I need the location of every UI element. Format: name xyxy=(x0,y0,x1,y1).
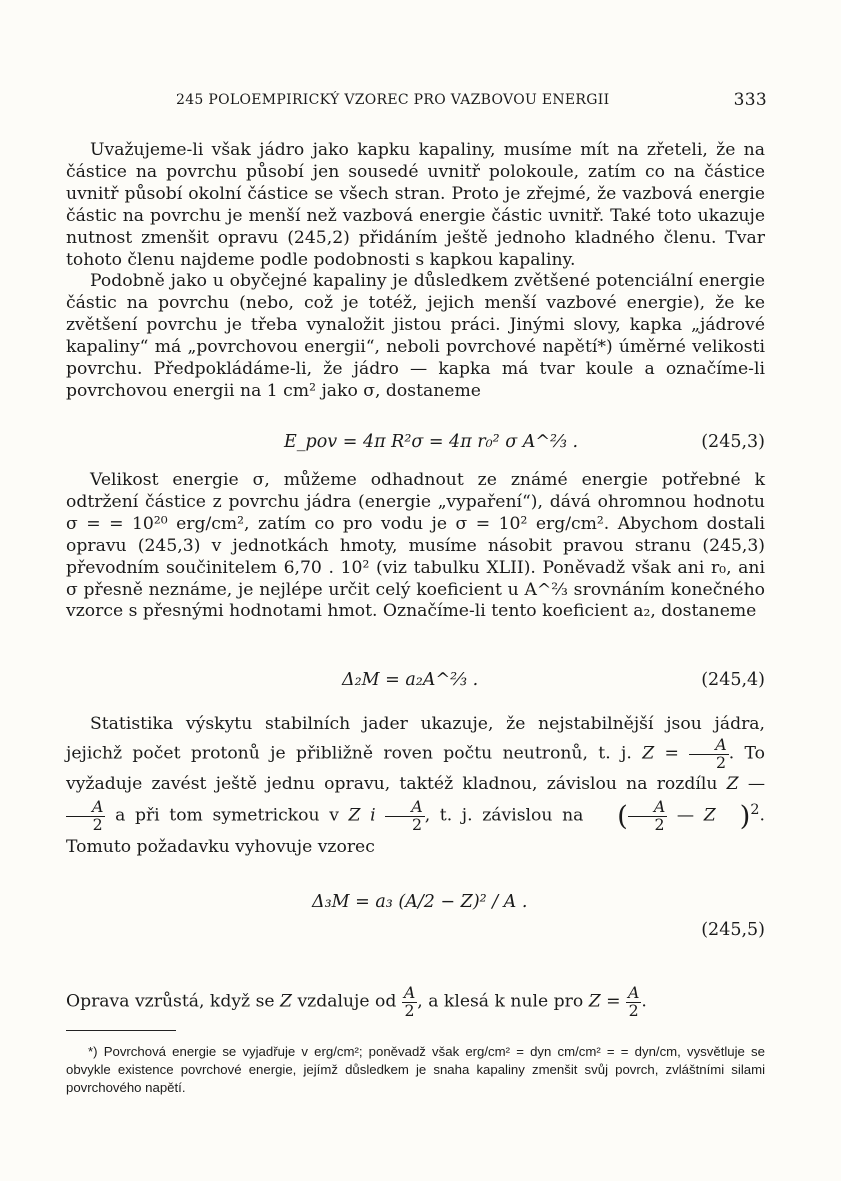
equation-body: Δ₃M = a₃ (A/2 − Z)² / A . xyxy=(312,892,528,912)
footnote-rule xyxy=(66,1030,176,1031)
paragraph-block-4 xyxy=(66,711,765,860)
paragraph-2: Podobně jako u obyčejné kapaliny je důsledkem zvětšené potenciální energie částic na povrchu (nebo, což je totéž, jejich menší vazbové energie), že ke zvětšení povrchu je třeba vynaložit jistou práci. Jinými slovy, kapka „jádrové kapaliny“ má „povrchovou energii“, neboli povrchové napětí*) úměrné velikosti povrchu. Předpokládáme-li, že jádro — kapka má tvar koule a označíme-li povrchovou energii na 1 cm² jako σ, dostaneme xyxy=(66,271,765,401)
footnote-text: *) Povrchová energie se vyjadřuje v erg/cm²; poněvadž však erg/cm² = dyn cm/cm² = = dyn/cm, vysvětluje se obvykle existence povrchové energie, jejímž důsledkem je snaha kapaliny zmenšit svůj povrch, zvláštními silami povrchového napětí. xyxy=(66,1044,765,1095)
equation-body: Δ₂M = a₂A^⅔ . xyxy=(342,670,479,690)
fraction-A-over-2: $\frac{A}{2}$ xyxy=(689,737,728,771)
equation-body: E_pov = 4π R²σ = 4π r₀² σ A^⅔ . xyxy=(284,432,579,452)
paragraph-4: Statistika výskytu stabilních jader ukazuje, že nejstabilnější jsou jádra, jejichž počet protonů je přibližně roven počtu neutronů, t. j. Z = $\frac{A}{2}$ . To vyžaduje zavést ještě jednu opravu, taktéž kladnou, závislou na rozdílu Z — $\frac{A}{2}$ a při tom symetrickou v Z i $\frac{A}{2}$ , t. j. závislou na ( $\frac{A}{2}$ — Z )$^2$. Tomuto požadavku vyhovuje vzorec xyxy=(66,714,765,857)
footnote xyxy=(66,1043,765,1096)
paragraph-3: Velikost energie σ, můžeme odhadnout ze známé energie potřebné k odtržení částice z povrchu jádra (energie „vypaření“), dává ohromnou hodnotu σ = = 10²⁰ erg/cm², zatím co pro vodu je σ = 10² erg/cm². Abychom dostali opravu (245,3) v jednotkách hmoty, musíme násobit pravou stranu (245,3) převodním součinitelem 6,70 . 10² (viz tabulku XLII). Poněvadž však ani r₀, ani σ přesně neznáme, je nejlépe určit celý koeficient u A^⅔ srovnáním konečného vzorce s přesnými hodnotami hmot. Označíme-li tento koeficient a₂, dostaneme xyxy=(66,470,765,622)
equation-245-4 xyxy=(66,666,765,698)
equation-number: (245,5) xyxy=(701,920,765,940)
equation-245-3 xyxy=(66,428,765,460)
paragraph-block-1 xyxy=(66,140,765,403)
equation-245-5 xyxy=(66,880,765,940)
equation-number: (245,4) xyxy=(701,670,765,690)
paragraph-block-3 xyxy=(66,470,765,623)
paragraph-1: Uvažujeme-li však jádro jako kapku kapaliny, musíme mít na zřeteli, že na částice na povrchu působí jen sousedé uvnitř polokoule, zatím co na částice uvnitř působí okolní částice se všech stran. Proto je zřejmé, že vazbová energie částic na povrchu je menší než vazbová energie částic uvnitř. Také toto ukazuje nutnost zmenšit opravu (245,2) přidáním ještě jednoho kladného členu. Tvar tohoto členu najdeme podle podobnosti s kapkou kapaliny. xyxy=(66,140,765,270)
page-number: 333 xyxy=(733,90,767,110)
paragraph-5: Oprava vzrůstá, když se Z vzdaluje od $\frac{A}{2}$ , a klesá k nule pro Z = $\frac{A}{2}$ . xyxy=(66,983,647,1020)
running-title: 245 POLOEMPIRICKÝ VZOREC PRO VAZBOVOU ENERGII xyxy=(176,92,610,108)
paragraph-block-5 xyxy=(66,985,765,1019)
equation-number: (245,3) xyxy=(701,432,765,452)
